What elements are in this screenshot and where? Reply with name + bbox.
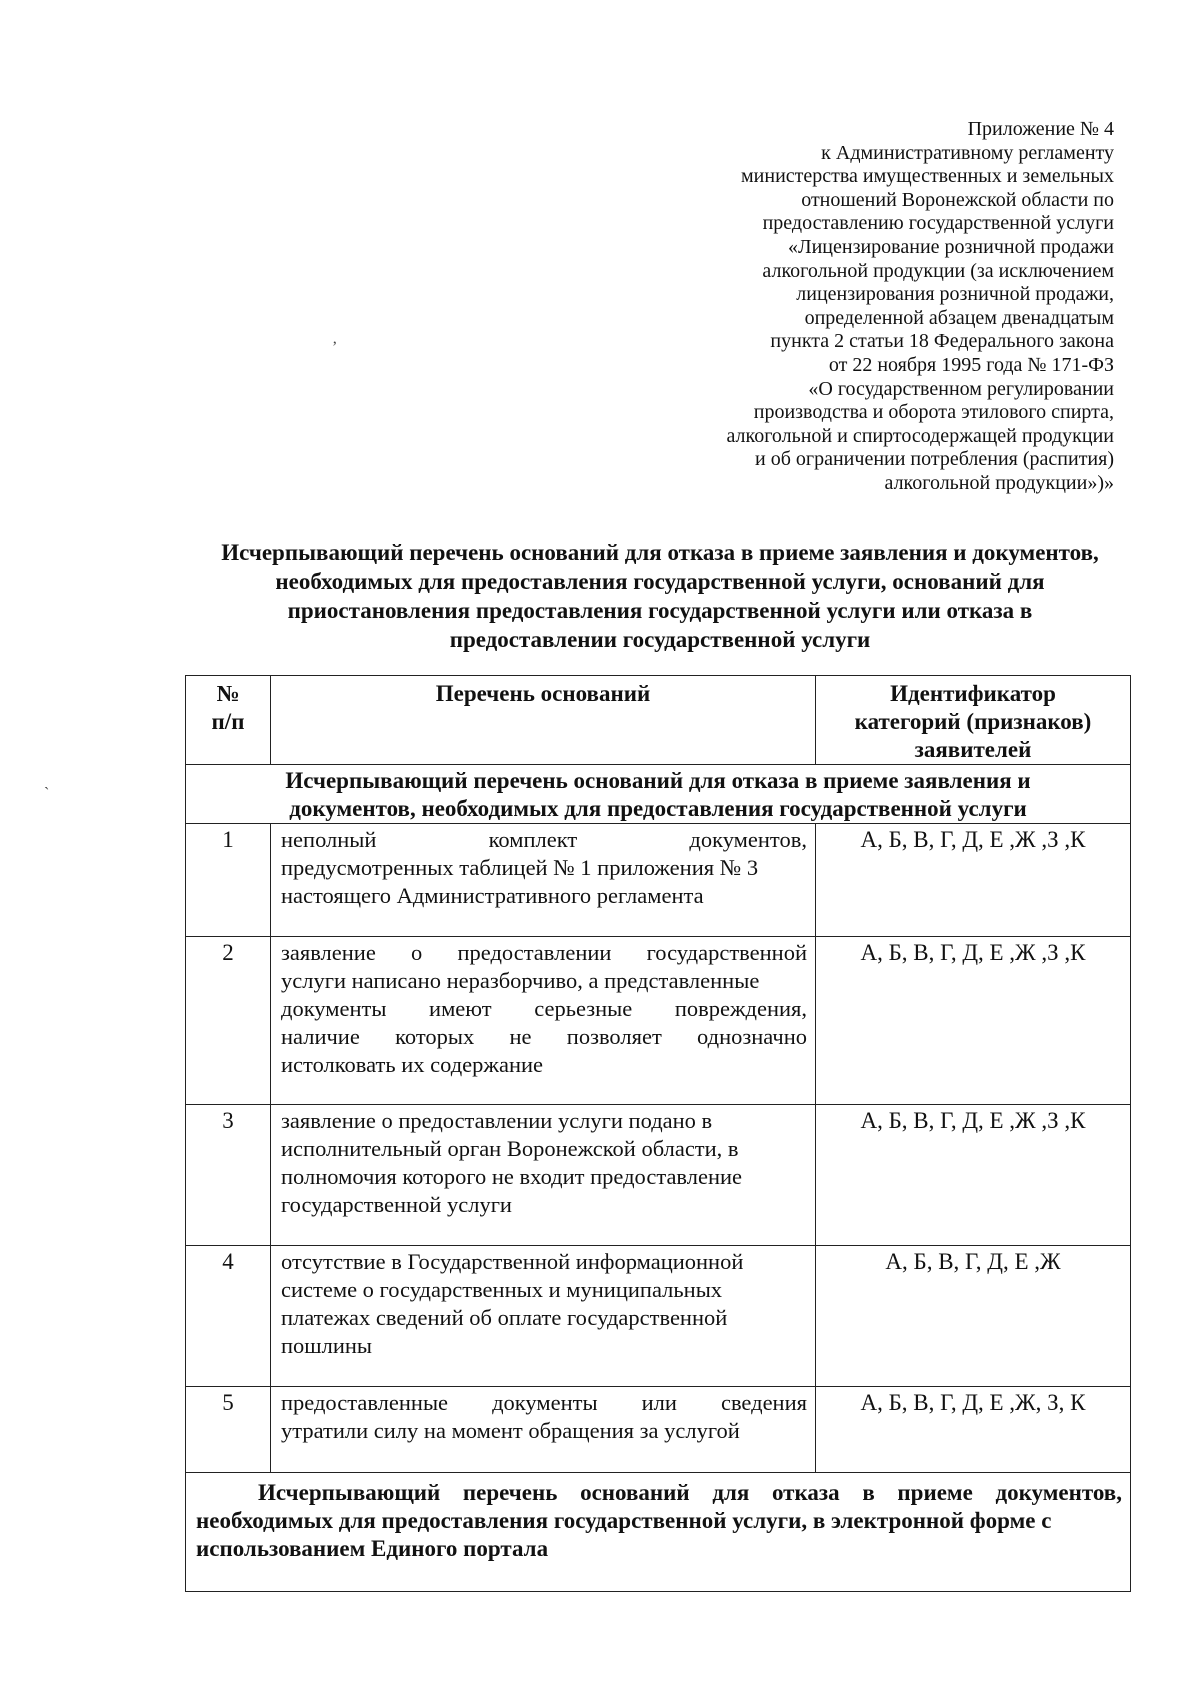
section-heading-line: Исчерпывающий перечень оснований для отказа в приеме заявления и: [285, 768, 1031, 793]
header-identifier: [816, 676, 1131, 765]
row-number: 2: [186, 937, 271, 1105]
word: государственной услуги: [281, 1192, 512, 1217]
word: предусмотренных таблицей № 1 приложения № 3: [281, 855, 759, 880]
section-heading-line: [196, 1479, 1122, 1507]
row-number: 1: [186, 824, 271, 937]
ground-line: [281, 1191, 807, 1219]
header-identifier-line: категорий (признаков): [854, 709, 1092, 734]
word: документы: [281, 996, 387, 1021]
section-heading: [186, 1473, 1131, 1592]
table-row: [186, 937, 1131, 1105]
ground-line: [281, 1304, 807, 1332]
word: заявление о предоставлении услуги подано в: [281, 1108, 713, 1133]
table-header-row: [186, 676, 1131, 765]
ground-line: [281, 1023, 807, 1051]
annex-line: алкогольной продукции»)»: [884, 471, 1114, 494]
word: в: [862, 1480, 875, 1505]
word: приеме: [897, 1480, 973, 1505]
ground-line: [281, 854, 807, 882]
annex-line: определенной абзацем двенадцатым: [804, 306, 1114, 329]
word: государственной: [646, 940, 807, 965]
word: наличие: [281, 1024, 360, 1049]
row-number: 4: [186, 1246, 271, 1387]
row-identifier: А, Б, В, Г, Д, Е ,Ж: [816, 1246, 1131, 1387]
annex-line: «Лицензирование розничной продажи: [788, 235, 1114, 258]
table-row: [186, 1246, 1131, 1387]
ground-line: [281, 1332, 807, 1360]
word: настоящего Административного регламента: [281, 883, 704, 908]
word: необходимых для предоставления государственной услуги, в электронной форме с: [196, 1508, 1052, 1533]
annex-line: от 22 ноября 1995 года № 171-ФЗ: [828, 353, 1114, 376]
word: утратили силу на момент обращения за услугой: [281, 1418, 740, 1443]
scan-speck: ʼ: [332, 339, 338, 356]
word: заявление: [281, 940, 376, 965]
word: оснований: [580, 1480, 690, 1505]
word: использованием Единого портала: [196, 1536, 549, 1561]
word: перечень: [462, 1480, 558, 1505]
ground-line: [281, 1107, 807, 1135]
annex-line: к Административному регламенту: [821, 141, 1114, 164]
row-identifier: А, Б, В, Г, Д, Е ,Ж ,З ,К: [816, 1105, 1131, 1246]
word: документов,: [995, 1480, 1122, 1505]
ground-line: [281, 1417, 807, 1445]
annex-line: предоставлению государственной услуги: [762, 212, 1114, 235]
ground-line: [281, 1276, 807, 1304]
ground-line: [281, 1389, 807, 1417]
word: исполнительный орган Воронежской области, в: [281, 1136, 739, 1161]
header-num-line: №: [216, 681, 240, 706]
word: которых: [395, 1024, 475, 1049]
word: или: [641, 1390, 677, 1415]
grounds-table: [185, 675, 1131, 1592]
header-num: [186, 676, 271, 765]
annex-line: алкогольной продукции (за исключением: [762, 259, 1114, 282]
header-num-line: п/п: [211, 709, 245, 734]
table-row: [186, 1105, 1131, 1246]
word: предоставлении: [457, 940, 612, 965]
word: полномочия которого не входит предоставление: [281, 1164, 743, 1189]
row-ground: [271, 824, 816, 937]
scan-speck: ˋ: [44, 785, 50, 802]
section-heading: [186, 765, 1131, 824]
annex-line: лицензирования розничной продажи,: [796, 283, 1114, 306]
word: документов,: [689, 827, 807, 852]
header-identifier-line: заявителей: [914, 737, 1032, 762]
section-heading-line: документов, необходимых для предоставления государственной услуги: [289, 796, 1027, 821]
row-identifier: А, Б, В, Г, Д, Е ,Ж, З, К: [816, 1387, 1131, 1473]
word: имеют: [429, 996, 492, 1021]
word: пошлины: [281, 1333, 373, 1358]
ground-line: [281, 939, 807, 967]
header-grounds: [271, 676, 816, 765]
row-ground: [271, 937, 816, 1105]
word: однозначно: [697, 1024, 807, 1049]
annex-line: производства и оборота этилового спирта,: [753, 401, 1114, 424]
annex-line: «О государственном регулировании: [808, 377, 1114, 400]
annex-line: пункта 2 статьи 18 Федерального закона: [770, 330, 1114, 353]
word: платежах сведений об оплате государственной: [281, 1305, 728, 1330]
row-ground: [271, 1387, 816, 1473]
annex-line: и об ограничении потребления (распития): [755, 448, 1114, 471]
annex-line: министерства имущественных и земельных: [741, 165, 1114, 188]
title-line: приостановления предоставления государственной услуги или отказа в: [287, 598, 1033, 623]
word: неполный: [281, 827, 377, 852]
row-number: 5: [186, 1387, 271, 1473]
ground-line: [281, 967, 807, 995]
row-ground: [271, 1246, 816, 1387]
word: истолковать их содержание: [281, 1052, 544, 1077]
word: о: [411, 940, 423, 965]
title-line: предоставлении государственной услуги: [449, 627, 871, 652]
annex-line: Приложение № 4: [967, 118, 1114, 140]
word: серьезные: [534, 996, 633, 1021]
header-identifier-line: Идентификатор: [890, 681, 1056, 706]
annex-reference: [674, 118, 1114, 496]
table-row: [186, 1387, 1131, 1473]
word: повреждения,: [674, 996, 807, 1021]
word: позволяет: [566, 1024, 662, 1049]
word: отсутствие в Государственной информационной: [281, 1249, 744, 1274]
word: для: [712, 1480, 750, 1505]
table-row: [186, 824, 1131, 937]
word: документы: [492, 1390, 598, 1415]
header-grounds-label: Перечень оснований: [435, 681, 651, 706]
ground-line: [281, 1135, 807, 1163]
word: системе о государственных и муниципальных: [281, 1277, 723, 1302]
ground-line: [281, 995, 807, 1023]
section-heading-row: [186, 1473, 1131, 1592]
ground-line: [281, 1163, 807, 1191]
row-ground: [271, 1105, 816, 1246]
word: не: [509, 1024, 532, 1049]
section-heading-line: [196, 1507, 1122, 1535]
section-heading-row: [186, 765, 1131, 824]
title-line: необходимых для предоставления государственной услуги, оснований для: [275, 569, 1045, 594]
annex-line: алкогольной и спиртосодержащей продукции: [726, 424, 1114, 447]
ground-line: [281, 1051, 807, 1079]
ground-line: [281, 826, 807, 854]
document-title: [180, 538, 1140, 654]
annex-line: отношений Воронежской области по: [801, 188, 1114, 211]
section-heading-line: [196, 1535, 1122, 1563]
word: услуги написано неразборчиво, а представленные: [281, 968, 760, 993]
word: Исчерпывающий: [258, 1480, 441, 1505]
row-number: 3: [186, 1105, 271, 1246]
ground-line: [281, 1248, 807, 1276]
title-line: Исчерпывающий перечень оснований для отказа в приеме заявления и документов,: [221, 540, 1099, 565]
row-identifier: А, Б, В, Г, Д, Е ,Ж ,З ,К: [816, 937, 1131, 1105]
ground-line: [281, 882, 807, 910]
word: предоставленные: [281, 1390, 449, 1415]
word: отказа: [771, 1480, 840, 1505]
row-identifier: А, Б, В, Г, Д, Е ,Ж ,З ,К: [816, 824, 1131, 937]
word: сведения: [720, 1390, 807, 1415]
word: комплект: [488, 827, 578, 852]
